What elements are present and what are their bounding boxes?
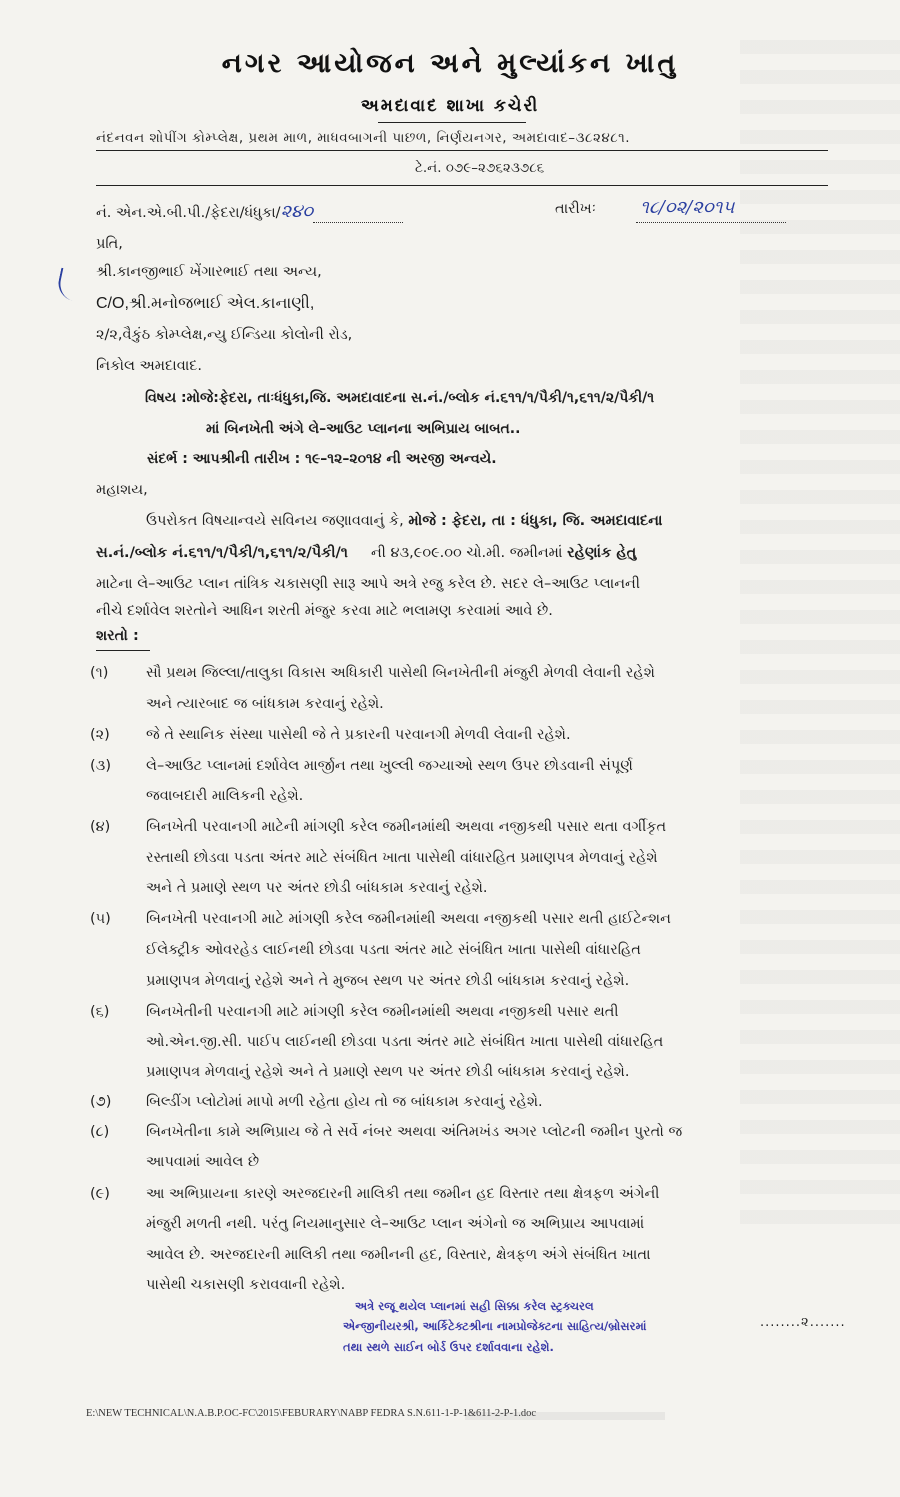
condition-9-line-4: પાસેથી ચકાસણી કરાવવાની રહેશે. [146, 1277, 346, 1293]
reference-handwritten-number: ૨૪૦ [280, 201, 314, 222]
footer-file-path: E:\NEW TECHNICAL\N.A.B.P.OC-FC\2015\FEBURARY\NABP FEDRA S.N.611-1-P-1&611-2-P-1.doc [86, 1408, 536, 1419]
title-underline [378, 122, 526, 123]
condition-5-line-2: ઈલેક્ટ્રીક ઓવરહેડ લાઈનથી છોડવા પડતા અંતર માટે સંબંધિત ખાતા પાસેથી વાંધારહિત [146, 942, 641, 958]
body-line-2 [96, 545, 636, 561]
condition-6-number: (૬) [90, 1004, 110, 1020]
branch-title: અમદાવાદ શાખા કચેરી [360, 96, 540, 116]
subject-reference: સંદર્ભ : આપશ્રીની તારીખ : ૧૯–૧૨–૨૦૧૪ ની અરજી અન્વયે. [147, 451, 497, 467]
recipient-care-of: C/O,શ્રી.મનોજભાઈ એલ.કાનાણી, [96, 295, 315, 312]
condition-9-line-2: મંજુરી મળતી નથી. પરંતુ નિયમાનુસાર લે–આઉટ પ્લાન અંગેનો જ અભિપ્રાય આપવામાં [146, 1216, 645, 1232]
date-label: તારીખઃ [555, 201, 596, 217]
body-line-2b: ની ૪૩,૯૦૯.૦૦ ચો.મી. જમીનમાં [370, 545, 568, 561]
office-title: નગર આયોજન અને મુલ્યાંકન ખાતુ [221, 48, 679, 79]
condition-5-line-3: પ્રમાણપત્ર મેળવાનું રહેશે અને તે મુજબ સ્થળ પર અંતર છોડી બાંધકામ કરવાનું રહેશે. [146, 973, 630, 989]
conditions-heading-underline [96, 650, 150, 651]
stamp-line-1: અત્રે રજૂ થયેલ પ્લાનમાં સહી સિક્કા કરેલ સ્ટ્રક્ચરલ [355, 1299, 594, 1313]
date-handwritten: ૧૮/૦૨/૨૦૧૫ [640, 197, 735, 218]
address-rule [96, 150, 828, 151]
condition-3-line-2: જવાબદારી માલિકની રહેશે. [146, 788, 304, 804]
body-line-2a: સ.નં./બ્લોક નં.૬૧૧/૧/પૈકી/૧,૬૧૧/૨/પૈકી/૧ [96, 545, 348, 561]
ref-dotted-line [313, 222, 403, 223]
body-line-1 [146, 513, 662, 529]
body-line-1a: ઉપરોકત વિષયાન્વયે સવિનય જણાવવાનું કે, [146, 513, 409, 529]
footer-bleed-through [465, 1412, 665, 1420]
condition-1-line-1: સૌ પ્રથમ જિલ્લા/તાલુકા વિકાસ અધિકારી પાસેથી બિનખેતીની મંજુરી મેળવી લેવાની રહેશે [146, 665, 655, 681]
condition-2-number: (૨) [90, 727, 110, 743]
condition-1-line-2: અને ત્યારબાદ જ બાંધકામ કરવાનું રહેશે. [146, 696, 384, 712]
condition-3-line-1: લે–આઉટ પ્લાનમાં દર્શાવેલ માર્જીન તથા ખુલ્લી જગ્યાઓ સ્થળ ઉપર છોડવાની સંપૂર્ણ [146, 758, 633, 774]
condition-4-line-1: બિનખેતી પરવાનગી માટેની માંગણી કરેલ જમીનમાંથી અથવા નજીકથી પસાર થતા વર્ગીકૃત [146, 819, 667, 835]
reference-prefix: નં. એન.એ.બી.પી./ફેદરા/ધંધુકા/ [96, 205, 281, 221]
condition-9-line-1: આ અભિપ્રાયના કારણે અરજદારની માલિકી તથા જમીન હદ વિસ્તાર તથા ક્ષેત્રફળ અંગેની [146, 1186, 660, 1202]
body-line-3: માટેના લે–આઉટ પ્લાન તાંત્રિક ચકાસણી સારૂ આપે અત્રે રજુ કરેલ છે. સદર લે–આઉટ પ્લાનની [96, 576, 640, 592]
office-address: નંદનવન શોપીંગ કોમ્પ્લેક્ષ, પ્રથમ માળ, માધવબાગની પાછળ, નિર્ણયનગર, અમદાવાદ–૩૮૨૪૮૧. [96, 130, 631, 146]
stamp-line-2: એન્જીનીયરશ્રી, આર્કિટેક્ટશ્રીના નામપ્રોજેક્ટના સાહિત્ય/બ્રોસરમાં [343, 1319, 647, 1333]
recipient-address: ૨/૨,વૈકુંઠ કોમ્પ્લેક્ષ,ન્યુ ઈન્ડિયા કોલોની રોડ, [96, 327, 353, 343]
page-continuation: ........૨....... [760, 1315, 846, 1330]
condition-9-line-3: આવેલ છે. અરજદારની માલિકી તથા જમીનની હદ, વિસ્તાર, ક્ષેત્રફળ અંગે સંબંધિત ખાતા [146, 1247, 651, 1263]
office-phone: ટે.નં. ૦૭૯–૨૭૬૨૩૭૮૬ [415, 160, 545, 176]
condition-6-line-1: બિનખેતીની પરવાનગી માટે માંગણી કરેલ જમીનમાંથી અથવા નજીકથી પસાર થતી [146, 1004, 619, 1020]
conditions-heading: શરતો : [96, 628, 139, 644]
condition-5-number: (૫) [90, 911, 111, 927]
condition-1-number: (૧) [90, 665, 109, 681]
body-line-2c: રહેણાંક હેતુ [567, 545, 637, 561]
condition-7-number: (૭) [90, 1094, 112, 1110]
handwritten-tick-mark [55, 268, 87, 303]
date-dotted-line [636, 222, 786, 223]
body-line-1b: મોજે : ફેદરા, તા : ધંધુકા, જિ. અમદાવાદના [408, 513, 663, 529]
recipient-name: શ્રી.કાનજીભાઈ ખેંગારભાઈ તથા અન્ય, [96, 264, 322, 280]
reference-number [96, 201, 313, 222]
condition-8-line-1: બિનખેતીના કામે અભિપ્રાય જે તે સર્વે નંબર અથવા અંતિમખંડ અગર પ્લોટની જમીન પુરતો જ [146, 1124, 683, 1140]
stamp-line-3: તથા સ્થળે સાઈન બોર્ડ ઉપર દર્શાવવાના રહેશે. [343, 1340, 554, 1354]
subject-line-2: માં બિનખેતી અંગે લે–આઉટ પ્લાનના અભિપ્રાય બાબત.. [206, 421, 521, 437]
condition-3-number: (૩) [90, 758, 111, 774]
condition-6-line-3: પ્રમાણપત્ર મેળવાનું રહેશે અને તે પ્રમાણે સ્થળ પર અંતર છોડી બાંધકામ કરવાનું રહેશે. [146, 1064, 630, 1080]
recipient-city: નિકોલ અમદાવાદ. [96, 358, 203, 374]
condition-6-line-2: ઓ.એન.જી.સી. પાઈપ લાઈનથી છોડવા પડતા અંતર માટે સંબંધિત ખાતા પાસેથી વાંધારહિત [146, 1034, 664, 1050]
condition-5-line-1: બિનખેતી પરવાનગી માટે માંગણી કરેલ જમીનમાંથી અથવા નજીકથી પસાર થતી હાઈટેન્શન [146, 911, 671, 927]
body-line-4: નીચે દર્શાવેલ શરતોને આધિન શરતી મંજુર કરવા માટે ભલામણ કરવામાં આવે છે. [96, 603, 553, 619]
greeting: મહાશય, [96, 482, 148, 498]
condition-8-number: (૮) [90, 1124, 110, 1140]
condition-8-line-2: આપવામાં આવેલ છે [146, 1154, 260, 1170]
condition-9-number: (૯) [90, 1186, 110, 1202]
paper-bleed-through [740, 40, 900, 1240]
subject-line-1: વિષય :મોજે:ફેદરા, તાઃધંધુકા,જિ. અમદાવાદના સ.નં./બ્લોક નં.૬૧૧/૧/પૈકી/૧,૬૧૧/૨/પૈકી/૧ [145, 390, 655, 406]
condition-2-line-1: જે તે સ્થાનિક સંસ્થા પાસેથી જે તે પ્રકારની પરવાનગી મેળવી લેવાની રહેશે. [146, 727, 571, 743]
condition-4-number: (૪) [90, 819, 111, 835]
condition-7-line-1: બિલ્ડીંગ પ્લોટોમાં માપો મળી રહેતા હોય તો જ બાંધકામ કરવાનું રહેશે. [146, 1094, 543, 1110]
condition-4-line-2: રસ્તાથી છોડવા પડતા અંતર માટે સંબંધિત ખાતા પાસેથી વાંધારહિત પ્રમાણપત્ર મેળવાનું રહેશે [146, 850, 658, 866]
header-rule [96, 185, 828, 186]
condition-4-line-3: અને તે પ્રમાણે સ્થળ પર અંતર છોડી બાંધકામ કરવાનું રહેશે. [146, 880, 488, 896]
recipient-prefix: પ્રતિ, [96, 236, 123, 252]
